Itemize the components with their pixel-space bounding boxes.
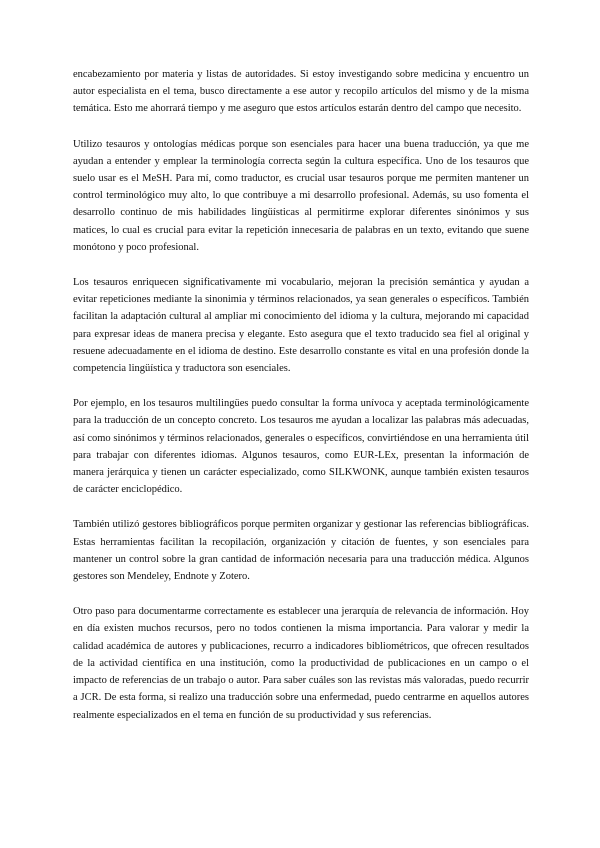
paragraph-thesauri-ontologies: Utilizo tesauros y ontologías médicas porque son esenciales para hacer una buena traducción, ya que me ayudan a entender y emplear la terminología correcta según la cultura específica. Uno de los tesauros que suelo usar es el MeSH. Para mí, como traductor, es crucial usar tesauros porque me permiten mantener un control terminológico muy alto, lo que contribuye a mi desarrollo profesional. Además, su uso fomenta el desarrollo continuo de mis habilidades lingüísticas al permitirme explorar diferentes sinónimos y sus matices, lo cual es crucial para evitar la repetición innecesaria de palabras en un texto, evitando que suene monótono y poco profesional. [73,138,529,253]
paragraph-relevance-hierarchy: Otro paso para documentarme correctamente es establecer una jerarquía de relevancia de información. Hoy en día existen muchos recursos, pero no todos contienen la misma importancia. Para valorar y medir la calidad académica de autores y publicaciones, recurro a indicadores bibliométricos, que ofrecen resultados de la actividad científica en una institución, como la productividad de publicaciones en un campo o el impacto de referencias de un trabajo o autor. Para saber cuáles son las revistas más valoradas, puedo recurrir a JCR. De esta forma, si realizo una traducción sobre una enfermedad, puedo centrarme en aquellos autores realmente especializados en el tema en función de su productividad y sus referencias. [73,606,529,721]
paragraph-multilingual-thesauri: Por ejemplo, en los tesauros multilingües puedo consultar la forma unívoca y aceptada terminológicamente para la traducción de un concepto concreto. Los tesauros me ayudan a localizar las palabras más adecuadas, así como sinónimos y términos relacionados, generales o específicos, convirtiéndose en una herramienta útil para trabajar con diferentes idiomas. Algunos tesauros, como EUR-LEx, presentan la información de manera jerárquica y tienen un carácter especializado, como SILKWONK, aunque también existen tesauros de carácter enciclopédico. [73,398,529,496]
paragraph-reference-managers: También utilizó gestores bibliográficos porque permiten organizar y gestionar las referencias bibliográficas. Estas herramientas facilitan la recopilación, organización y citación de fuentes, y son esenciales para mantener un control sobre la gran cantidad de información necesaria para una traducción médica. Algunos gestores son Mendeley, Endnote y Zotero. [73,519,529,583]
document-page [73,66,529,724]
paragraph-thesauri-vocabulary: Los tesauros enriquecen significativamente mi vocabulario, mejoran la precisión semántica y ayudan a evitar repeticiones mediante la sinonimia y términos relacionados, ya sean generales o específicos. También facilitan la adaptación cultural al ampliar mi conocimiento del idioma y la cultura, mejorando mi capacidad para expresar ideas de manera precisa y elegante. Esto asegura que el texto traducido sea fiel al original y resuene adecuadamente en el idioma de destino. Este desarrollo constante es vital en una profesión donde la competencia lingüística y traductora son esenciales. [73,277,529,375]
paragraph-subject-headings: encabezamiento por materia y listas de autoridades. Si estoy investigando sobre medicina y encuentro un autor especialista en el tema, busco directamente a ese autor y recopilo artículos del mismo y de la misma temática. Esto me ahorrará tiempo y me aseguro que estos artículos estarán dentro del campo que necesito. [73,69,529,115]
